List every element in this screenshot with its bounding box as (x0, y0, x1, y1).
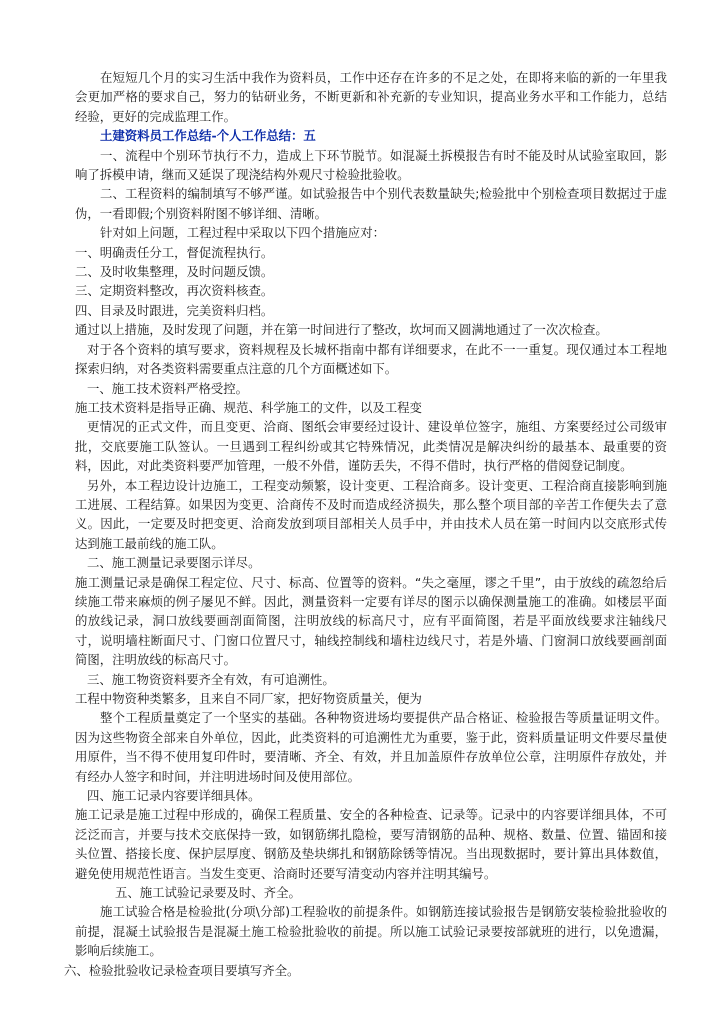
paragraph: 施工记录是施工过程中形成的，确保工程质量、安全的各种检查、记录等。记录中的内容要详细具体，不可泛泛而言，并要与技术交底保持一致，如钢筋绑扎隐检，要写清钢筋的品种、规格、数量、位置、锚固和接头位置、搭接长度、保护层厚度、钢筋及垫块绑扎和钢筋除锈等情况。当出现数据时，要计算出具体数值，避免使用规范性语言。当发生变更、洽商时还要写清变动内容并注明其编号。 (75, 807, 667, 881)
document-body (64, 68, 667, 980)
paragraph: 针对如上问题，工程过程中采取以下四个措施应对： (100, 225, 385, 241)
paragraph: 更情况的正式文件，而且变更、洽商、图纸会审要经过设计、建设单位签字，施组、方案要经过公司级审批，交底要施工队签认。一旦遇到工程纠纷或其它特殊情况，此类情况是解决纠纷的最基本、最重要的资料，因此，对此类资料要严加管理，一般不外借，谨防丢失，不得不借时，执行严格的借阅登记制度。 (75, 419, 667, 474)
paragraph: 整个工程质量奠定了一个坚实的基础。各种物资进场均要提供产品合格证、检验报告等质量证明文件。因为这些物资全部来自外单位，因此，此类资料的可追溯性尤为重要，鉴于此，资料质量证明文件要尽量使用原件，当不得不使用复印件时，要清晰、齐全、有效，并且加盖原件存放单位公章，注明原件存放处，并有经办人签字和时间，并注明进场时间及使用部位。 (75, 710, 667, 784)
paragraph: 施工测量记录是确保工程定位、尺寸、标高、位置等的资料。“失之毫厘，谬之千里”，由于放线的疏忽给后续施工带来麻烦的例子屡见不鲜。因此，测量资料一定要有详尽的图示以确保测量施工的准确。如楼层平面的放线记录，洞口放线要画剖面简图，注明放线的标高尺寸，应有平面简图，若是平面放线要求注轴线尺寸，说明墙柱断面尺寸、门窗口位置尺寸，轴线控制线和墙柱边线尺寸，若是外墙、门窗洞口放线要画剖面简图，注明放线的标高尺寸。 (75, 574, 667, 668)
paragraph: 另外，本工程边设计边施工，工程变动频繁，设计变更、工程洽商多。设计变更、工程洽商直接影响到施工进展、工程结算。如果因为变更、洽商传不及时而造成经济损失，那么整个项目部的辛苦工作便失去了意义。因此，一定要及时把变更、洽商发放到项目部相关人员手中，并由技术人员在第一时间内以交底形式传达到施工最前线的施工队。 (75, 477, 667, 551)
paragraph: 土建资料员工作总结-个人工作总结：五 (100, 128, 316, 144)
paragraph: 对于各个资料的填写要求，资料规程及长城杯指南中都有详细要求，在此不一一重复。现仅通过本工程地探索归纳，对各类资料需要重点注意的几个方面概述如下。 (75, 341, 667, 377)
paragraph: 六、检验批验收记录检查项目要填写齐全。 (64, 962, 300, 978)
paragraph: 通过以上措施，及时发现了问题，并在第一时间进行了整改，坎坷而又圆满地通过了一次次检查。 (75, 322, 608, 338)
paragraph: 施工试验合格是检验批(分项\分部)工程验收的前提条件。如钢筋连接试验报告是钢筋安装检验批验收的前提，混凝土试验报告是混凝土施工检验批验收的前提。所以施工试验记录要按部就班的进行，以免遗漏，影响后续施工。 (75, 904, 667, 959)
paragraph: 施工技术资料是指导正确、规范、科学施工的文件，以及工程变 (75, 399, 422, 415)
paragraph: 三、施工物资资料要齐全有效，有可追溯性。 (87, 671, 335, 687)
paragraph: 在短短几个月的实习生活中我作为资料员，工作中还存在许多的不足之处，在即将来临的新的一年里我会更加严格的要求自己，努力的钻研业务，不断更新和补充新的专业知识，提高业务水平和工作能力，总结经验，更好的完成监理工作。 (75, 70, 667, 124)
paragraph: 五、施工试验记录要及时、齐全。 (115, 885, 301, 901)
paragraph: 二、施工测量记录要图示详尽。 (87, 555, 261, 571)
paragraph: 四、目录及时跟进，完美资料归档。 (75, 302, 274, 318)
paragraph: 一、流程中个别环节执行不力，造成上下环节脱节。如混凝土拆模报告有时不能及时从试验室取回，影响了拆模申请，继而又延误了现浇结构外观尺寸检验批验收。 (75, 147, 667, 183)
paragraph: 三、定期资料整改，再次资料核查。 (75, 283, 274, 299)
paragraph: 二、及时收集整理，及时问题反馈。 (75, 264, 274, 280)
paragraph: 工程中物资种类繁多，且来自不同厂家，把好物资质量关，便为 (75, 691, 422, 706)
paragraph: 四、施工记录内容要详细具体。 (87, 788, 261, 804)
paragraph: 二、工程资料的编制填写不够严谨。如试验报告中个别代表数量缺失;检验批中个别检查项目数据过于虚伪，一看即假;个别资料附图不够详细、清晰。 (75, 186, 667, 221)
paragraph: 一、明确责任分工，督促流程执行。 (75, 244, 274, 260)
paragraph: 一、施工技术资料严格受控。 (87, 380, 249, 396)
